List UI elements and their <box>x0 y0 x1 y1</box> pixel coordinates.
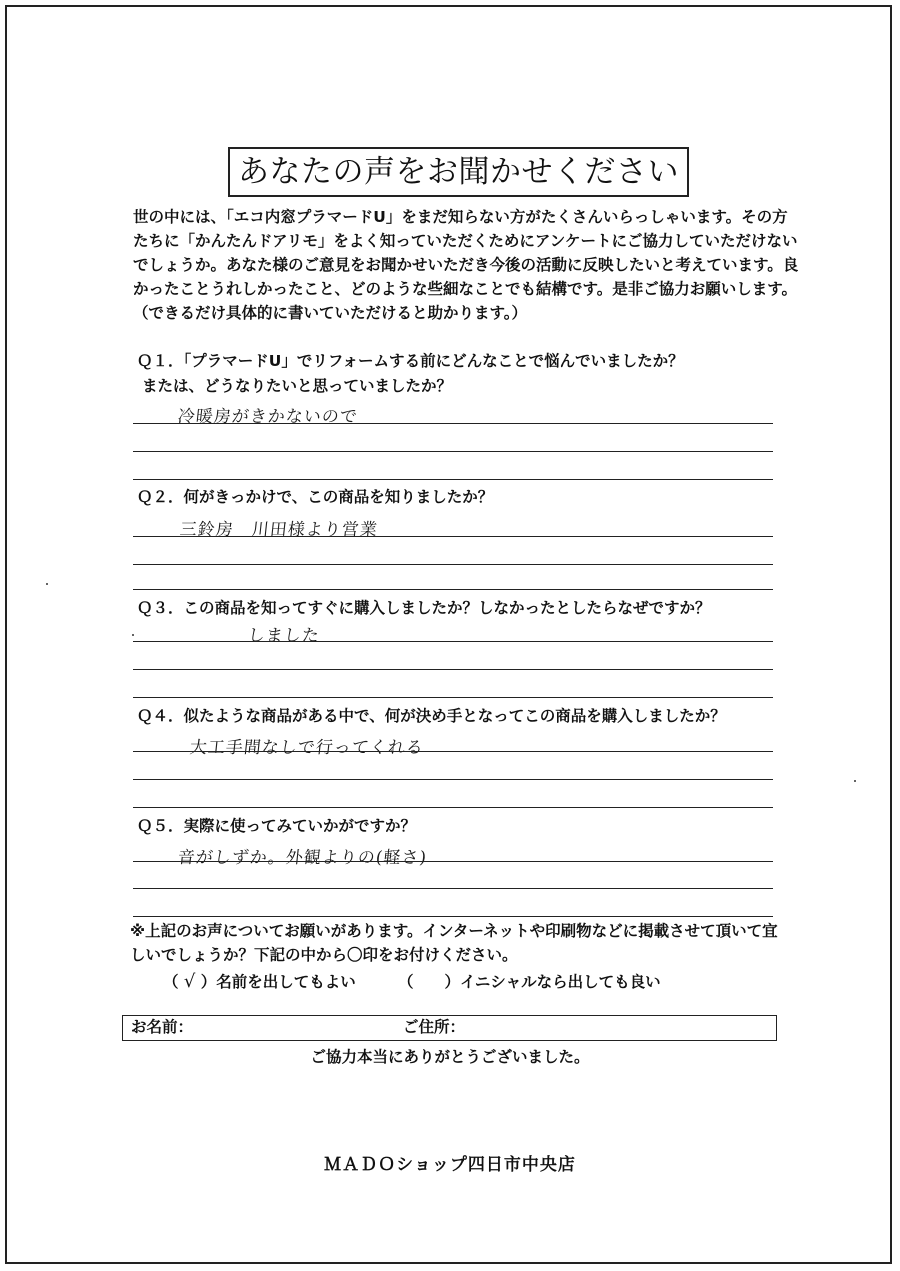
question-5: Ｑ５．実際に使ってみていかがですか？ <box>137 817 417 835</box>
consent-notice <box>130 919 790 967</box>
consent-option-name-label: 名前を出してもよい <box>216 973 356 991</box>
thanks-message: ご協力本当にありがとうございました。 <box>310 1048 590 1066</box>
answer-line <box>133 536 773 537</box>
answer-line <box>133 916 773 917</box>
name-label: お名前： <box>131 1018 194 1036</box>
answer-3: しました <box>246 626 321 646</box>
answer-line <box>133 479 773 480</box>
answer-line <box>133 807 773 808</box>
question-4: Ｑ４．似たような商品がある中で、何が決め手となってこの商品を購入しましたか？ <box>137 707 726 725</box>
answer-line <box>133 697 773 698</box>
notice-line: しいでしょうか？下記の中から〇印をお付けください。 <box>130 946 518 964</box>
speck <box>46 583 48 585</box>
answer-line <box>133 779 773 780</box>
speck <box>854 780 856 782</box>
answer-line <box>133 861 773 862</box>
answer-line <box>133 751 773 752</box>
intro-text <box>133 205 799 325</box>
intro-note: （できるだけ具体的に書いていただけると助かります。） <box>133 304 528 322</box>
shop-name: ＭＡＤＯショップ四日市中央店 <box>324 1155 576 1175</box>
intro-line: たちに「かんたんドアリモ」をよく知っていただくためにアンケートにご協力していただけない <box>133 232 798 250</box>
consent-option-initial-label: イニシャルなら出しても良い <box>460 973 661 991</box>
question-3: Ｑ３．この商品を知ってすぐに購入しましたか？しなかったとしたらなぜですか？ <box>137 599 711 617</box>
name-address-box <box>122 1015 777 1041</box>
intro-line: でしょうか。あなた様のご意見をお聞かせいただき今後の活動に反映したいと考えています。良 <box>133 256 799 274</box>
answer-line <box>133 641 773 642</box>
question-1: Ｑ１．「プラマードU」でリフォームする前にどんなことで悩んでいましたか？ <box>137 352 684 370</box>
consent-option-name[interactable]: （ √ ）名前を出してもよい <box>163 971 356 992</box>
answer-line <box>133 888 773 889</box>
check-mark: √ <box>183 971 196 992</box>
intro-line: 世の中には、「エコ内窓プラマードU」をまだ知らない方がたくさんいらっしゃいます。その方 <box>133 208 788 226</box>
answer-4: 大工手間なしで行ってくれる <box>188 738 425 758</box>
consent-option-initial[interactable]: （ ）イニシャルなら出しても良い <box>398 973 661 991</box>
survey-title: あなたの声をお聞かせください <box>228 147 689 197</box>
answer-2: 三鈴房 川田様より営業 <box>178 520 379 540</box>
answer-line <box>133 423 773 424</box>
answer-line <box>133 451 773 452</box>
speck <box>132 634 134 636</box>
notice-line: ※上記のお声についてお願いがあります。インターネットや印刷物などに掲載させて頂いて宜 <box>130 922 778 940</box>
answer-line <box>133 669 773 670</box>
intro-line: かったことうれしかったこと、どのような些細なことでも結構です。是非ご協力お願いします。 <box>133 280 798 298</box>
address-label: ご住所： <box>403 1018 466 1036</box>
question-2: Ｑ２．何がきっかけで、この商品を知りましたか？ <box>137 488 494 506</box>
question-1-sub: または、どうなりたいと思っていましたか？ <box>142 377 453 395</box>
answer-5: 音がしずか。外観よりの(軽さ) <box>176 848 429 868</box>
answer-line <box>133 589 773 590</box>
answer-line <box>133 564 773 565</box>
answer-1: 冷暖房がきかないので <box>176 407 359 427</box>
